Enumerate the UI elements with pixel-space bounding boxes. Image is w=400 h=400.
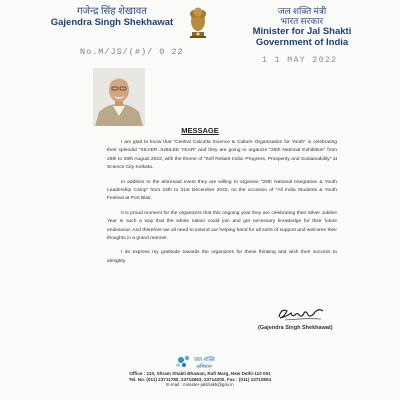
ministry-hindi-2: भारत सरकार [280, 16, 324, 26]
message-paragraph: I am glad to know that "Central Calcutta Science & Culture Organisation for Youth" is celebrating their splendid "SILVER JUBILEE YEAR" and they are going to organize "25th National Exhibition" from 25th to 28th August 2022, with the theme of "Self Reliant India: Progress, Prosperity and Sustainability" at Science City Kolkata. [107, 140, 337, 171]
national-emblem-icon [183, 4, 213, 40]
office-address: Office : 210, Shram Shakti Bhawan, Rafi Marg, New Delhi-110 001 [129, 371, 271, 376]
message-paragraph: In addition to the aforesaid event they are willing to organise "25th National Integration & Youth Leadership Camp" from 24th to 31st December 2022, on the occasion of "All India Students & Youth Festival at Port Blair. [107, 179, 337, 202]
date-stamp: 1 1 MAY 2022 [262, 56, 338, 65]
handwritten-signature [275, 305, 327, 323]
minister-name-hindi: गजेन्द्र सिंह शेखावत [77, 6, 147, 17]
message-paragraph: It is proud moment for the organizers that this ongoing year they are celebrating their Silver Jubilee Year in such a way that the whole nation could join and get necessary knowledge for their future endeavour. And therefore we all need to extend our helping hand for all sorts of support and welcome their thoughts in a grand manner. [107, 210, 337, 242]
message-title: MESSAGE [181, 126, 219, 135]
signatory-name: (Gajendra Singh Shekhawat) [258, 325, 333, 331]
message-body [107, 139, 337, 272]
ministry-hindi-1: जल शक्ति मंत्री [277, 6, 327, 16]
logo-text-1: जल शक्ति [194, 357, 215, 363]
reference-number: No.M/JS/(#)/ 0 22 [80, 47, 184, 57]
office-address-footer [0, 371, 400, 388]
telephone-fax: Tel. No. (011) 23711780, 23714663, 23714200, Fax : (011) 23710804 [128, 376, 272, 382]
jal-shakti-abhiyan-logo [172, 352, 228, 372]
minister-name-block [47, 6, 177, 28]
message-paragraph: I do express my gratitude towards the organizers for these thinking and wish their success to almighty. [107, 250, 337, 264]
email-address: E-mail : minister-jalshakti@gov.in [166, 382, 234, 387]
ministry-title: Minister for Jal Shakti [252, 26, 352, 37]
ministry-block [232, 6, 372, 48]
minister-name: Gajendra Singh Shekhawat [50, 17, 174, 28]
government-title: Government of India [255, 37, 349, 48]
minister-photo [93, 68, 145, 126]
logo-text-2: अभियान [196, 364, 212, 370]
